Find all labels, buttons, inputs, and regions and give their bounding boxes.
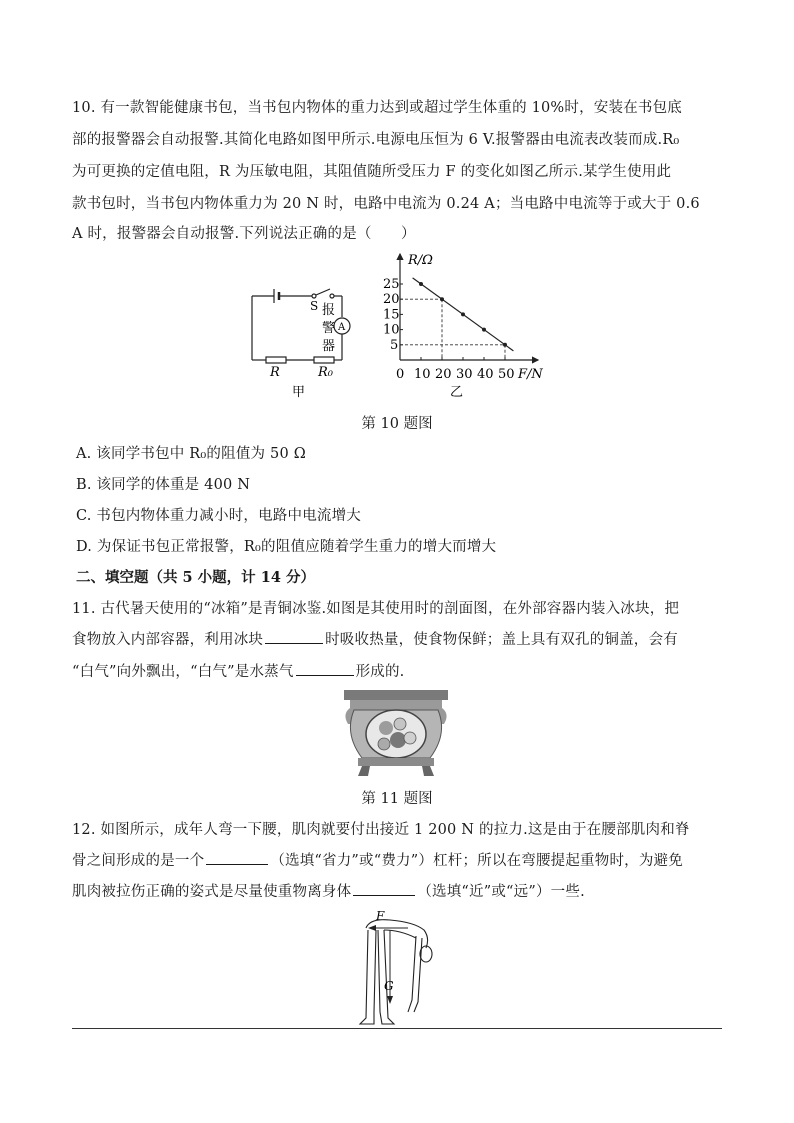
q12-line-3: 肌肉被拉伤正确的姿式是尽量使重物离身体 （选填“近”或“远”）一些. xyxy=(72,884,585,900)
q11-line-1: 11. 古代暑天使用的“冰箱”是青铜冰鉴.如图是其使用时的剖面图，在外部容器内装入冰块，把 xyxy=(72,601,680,617)
q11-blank-1[interactable] xyxy=(265,630,323,644)
resistance-force-graph xyxy=(378,248,548,400)
q10-option-d: D. 为保证书包正常报警，R₀的阻值应随着学生重力的增大而增大 xyxy=(76,539,497,555)
q10-figure-caption: 第 10 题图 xyxy=(361,416,433,432)
x-tick-label-0: 10 xyxy=(414,367,431,382)
q12-blank-2[interactable] xyxy=(353,882,415,896)
alarm-char-3: 器 xyxy=(322,339,336,354)
q10-option-b: B. 该同学的体重是 400 N xyxy=(76,477,251,493)
y-tick-label-4: 5 xyxy=(390,337,399,353)
ammeter-label: A xyxy=(338,322,346,333)
q12-line-1: 12. 如图所示，成年人弯一下腰，肌肉就要付出接近 1 200 N 的拉力.这是由于在腰部肌肉和脊 xyxy=(72,822,690,838)
q11-blank-2[interactable] xyxy=(296,662,354,676)
data-point-1 xyxy=(440,297,444,301)
bronze-ice-box-illustration xyxy=(340,690,452,776)
circuit-diagram xyxy=(240,280,360,400)
x-tick-label-4: 50 xyxy=(498,367,515,382)
q10-line-1: 10. 有一款智能健康书包，当书包内物体的重力达到或超过学生体重的 10%时，安装在书包底 xyxy=(72,100,683,116)
y-axis-label: R/Ω xyxy=(408,253,433,268)
resistor-r0-label: R₀ xyxy=(318,365,333,380)
q10-line-2: 部的报警器会自动报警.其简化电路如图甲所示.电源电压恒为 6 V.报警器由电流表改装而成.R₀ xyxy=(72,132,680,148)
page-bottom-rule xyxy=(72,1028,722,1029)
q12-blank-1[interactable] xyxy=(206,851,268,865)
y-tick-label-0: 25 xyxy=(383,277,400,292)
data-point-2 xyxy=(461,312,465,316)
data-point-3 xyxy=(482,328,486,332)
q11-line-3: “白气”向外飘出，“白气”是水蒸气 形成的. xyxy=(72,664,405,680)
q10-line-5: A 时，报警器会自动报警.下列说法正确的是（ ） xyxy=(72,226,416,242)
x-tick-label-2: 30 xyxy=(456,367,473,382)
data-point-0 xyxy=(419,282,423,286)
resistor-r-label: R xyxy=(270,365,280,380)
circuit-caption: 甲 xyxy=(292,385,306,400)
q10-line-3: 为可更换的定值电阻，R 为压敏电阻，其阻值随所受压力 F 的变化如图乙所示.某学生使用此 xyxy=(72,164,672,180)
force-f-label: F xyxy=(376,909,385,923)
graph-caption: 乙 xyxy=(450,385,464,400)
q10-line-4: 款书包时，当书包内物体重力为 20 N 时，电路中电流为 0.24 A；当电路中电流等于或大于 0.6 xyxy=(72,196,700,212)
q11-line-2: 食物放入内部容器，利用冰块 时吸收热量，使食物保鲜；盖上具有双孔的铜盖，会有 xyxy=(72,632,678,648)
q10-option-c: C. 书包内物体重力减小时，电路中电流增大 xyxy=(76,508,361,524)
q10-option-a: A. 该同学书包中 R₀的阻值为 50 Ω xyxy=(76,446,306,462)
y-tick-label-1: 20 xyxy=(383,292,400,308)
gravity-g-label: G xyxy=(384,979,394,993)
alarm-char-2: 警 xyxy=(322,321,336,336)
x-axis-label: F/N xyxy=(518,367,543,382)
x-tick-label-1: 20 xyxy=(435,367,452,382)
q12-line-2: 骨之间形成的是一个 （选填“省力”或“费力”）杠杆；所以在弯腰提起重物时，为避免 xyxy=(72,853,683,869)
data-point-4 xyxy=(503,343,507,347)
y-tick-label-2: 15 xyxy=(383,307,400,323)
bending-person-illustration xyxy=(350,908,440,1030)
alarm-char-1: 报 xyxy=(322,303,336,318)
q11-figure-caption: 第 11 题图 xyxy=(361,791,433,807)
switch-label: S xyxy=(310,299,319,313)
x-tick-label-3: 40 xyxy=(477,367,494,382)
y-tick-label-3: 10 xyxy=(383,322,400,338)
origin-label: 0 xyxy=(396,367,405,382)
section-heading: 二、填空题（共 5 小题，计 14 分） xyxy=(76,569,315,586)
